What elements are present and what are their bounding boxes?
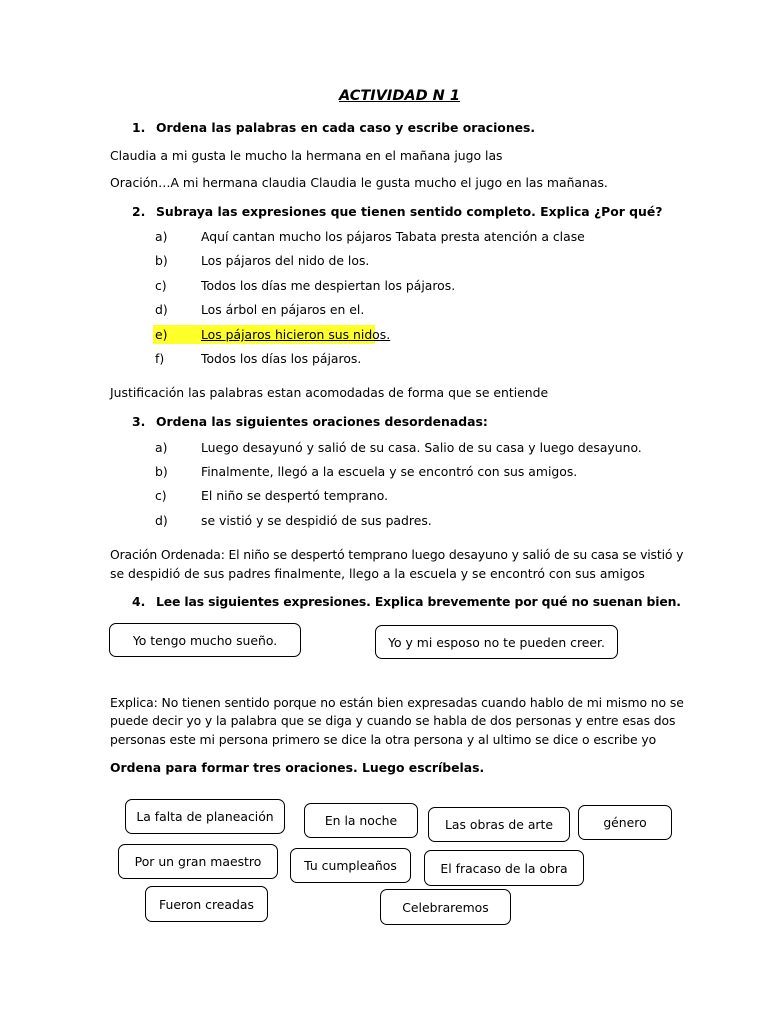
section-2-heading: Subraya las expresiones que tienen sentido completo. Explica ¿Por qué? — [156, 204, 663, 219]
word-card-text: El fracaso de la obra — [440, 860, 568, 876]
word-card — [578, 805, 672, 840]
word-card — [424, 850, 584, 886]
word-card — [290, 848, 411, 883]
section-3-number: 3. — [132, 414, 146, 429]
word-card — [145, 886, 268, 922]
word-card-text: Celebraremos — [402, 899, 489, 915]
section-2-number: 2. — [132, 204, 146, 219]
item-text: Finalmente, llegó a la escuela y se encontró con sus amigos. — [201, 464, 578, 479]
section-4-explanation-line-1: Explica: No tienen sentido porque no están bien expresadas cuando hablo de mi mismo no se — [110, 695, 684, 710]
word-card-text: La falta de planeación — [136, 809, 274, 824]
word-card-text: género — [603, 815, 647, 830]
item-letter: b) — [155, 464, 168, 479]
word-card-text: Las obras de arte — [444, 817, 553, 832]
item-text: Los árbol en pájaros en el. — [201, 302, 365, 317]
item-letter: d) — [155, 302, 168, 317]
section-3-heading: Ordena las siguientes oraciones desordenadas: — [156, 414, 488, 429]
item-letter: c) — [155, 278, 167, 293]
item-text: se vistió y se despidió de sus padres. — [201, 513, 432, 528]
item-letter: a) — [155, 229, 168, 244]
section-4-number: 4. — [132, 594, 146, 609]
word-card-text: Fueron creadas — [159, 896, 254, 912]
section-3-ordered-line-2: se despidió de sus padres finalmente, llego a la escuela y se encontró con sus amigos — [110, 566, 645, 581]
item-letter: f) — [155, 351, 165, 366]
section-2-justification: Justificación las palabras estan acomodadas de forma que se entiende — [110, 385, 549, 400]
section-1-sentence: Oración…A mi hermana claudia Claudia le gusta mucho el jugo en las mañanas. — [110, 175, 608, 190]
item-text: Todos los días los pájaros. — [201, 351, 362, 366]
item-text: Los pájaros del nido de los. — [201, 253, 370, 268]
section-1-heading: Ordena las palabras en cada caso y escribe oraciones. — [156, 120, 536, 135]
expression-text: Yo y mi esposo no te pueden creer. — [388, 634, 605, 650]
word-card-text: En la noche — [324, 813, 398, 828]
word-card — [118, 844, 278, 879]
word-card — [428, 807, 570, 842]
word-card-text: Por un gran maestro — [134, 854, 262, 869]
page-title: ACTIVIDAD N 1 — [339, 88, 460, 104]
section-5-heading: Ordena para formar tres oraciones. Luego escríbelas. — [110, 760, 485, 775]
item-letter: b) — [155, 253, 168, 268]
word-card — [125, 799, 285, 834]
item-letter: d) — [155, 513, 168, 528]
item-text: Luego desayunó y salió de su casa. Salio de su casa y luego desayuno. — [201, 440, 642, 455]
item-letter: c) — [155, 488, 167, 503]
section-4-heading: Lee las siguientes expresiones. Explica brevemente por qué no suenan bien. — [156, 594, 681, 609]
expression-box — [375, 625, 618, 659]
section-1-number: 1. — [132, 120, 146, 135]
expression-box — [109, 623, 301, 657]
section-1-words: Claudia a mi gusta le mucho la hermana en el mañana jugo las — [110, 148, 503, 163]
word-card — [304, 803, 418, 838]
item-text: Aquí cantan mucho los pájaros Tabata presta atención a clase — [201, 229, 585, 244]
word-card — [380, 889, 511, 925]
item-text-underlined: Los pájaros hicieron sus nidos. — [201, 327, 391, 342]
section-3-ordered-line-1: Oración Ordenada: El niño se despertó temprano luego desayuno y salió de su casa se vistió y — [110, 547, 684, 562]
expression-text: Yo tengo mucho sueño. — [132, 632, 278, 648]
item-text: Todos los días me despiertan los pájaros. — [201, 278, 456, 293]
item-letter: a) — [155, 440, 168, 455]
word-card-text: Tu cumpleaños — [304, 858, 397, 873]
section-4-explanation-line-2: puede decir yo y la palabra que se diga y cuando se habla de dos personas y entre esas dos — [110, 713, 676, 728]
section-4-explanation-line-3: personas este mi persona primero se dice la otra persona y al ultimo se dice o escribe yo — [110, 732, 657, 747]
item-letter: e) — [155, 327, 168, 342]
item-text: El niño se despertó temprano. — [201, 488, 389, 503]
